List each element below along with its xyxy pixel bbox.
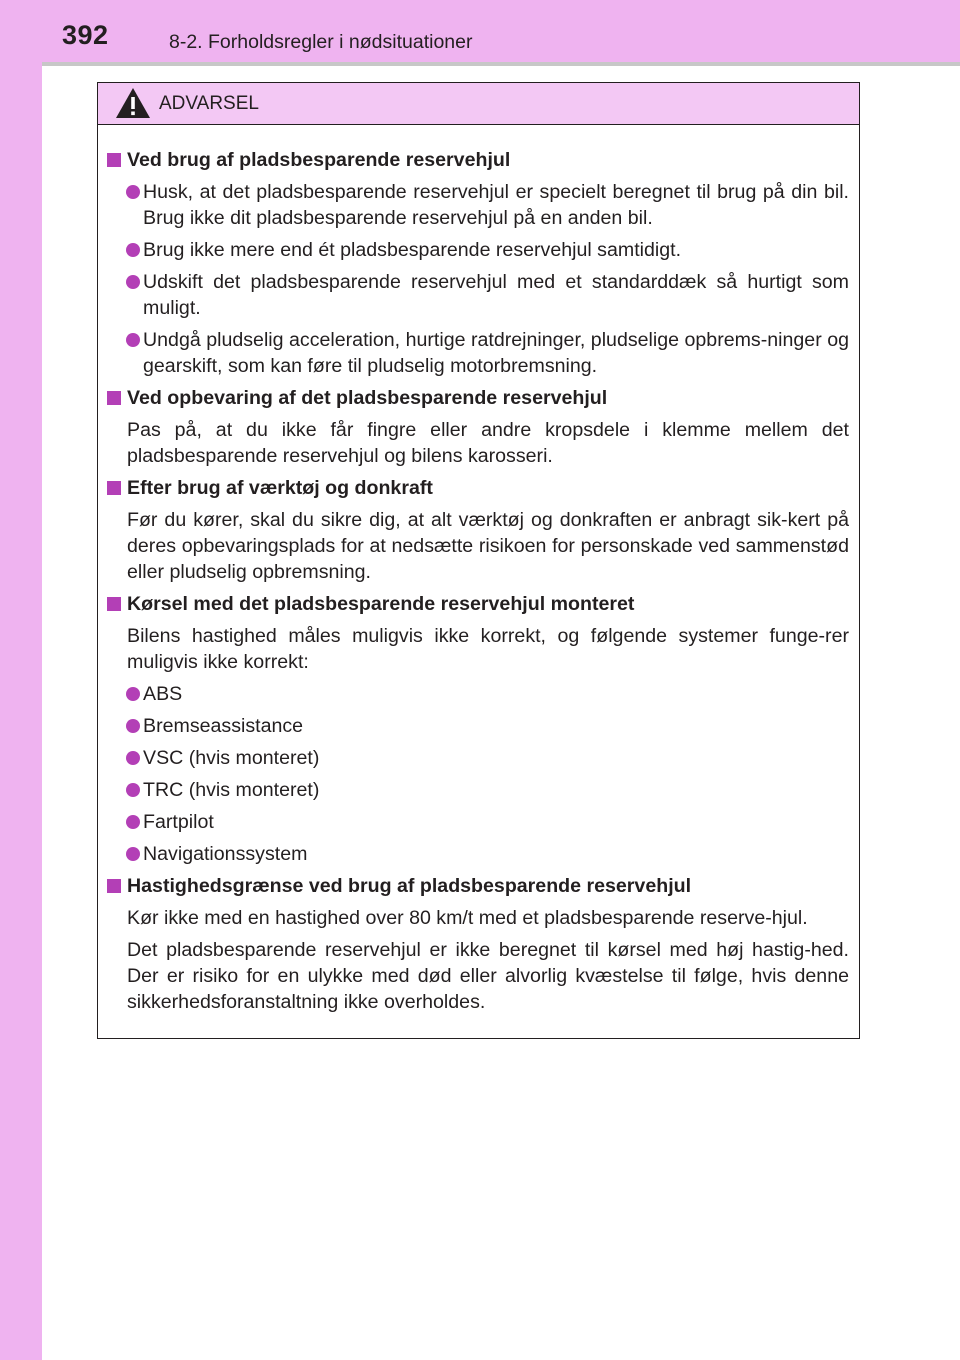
round-bullet-icon [126,687,140,701]
bullet-item: Navigationssystem [107,841,849,867]
warning-triangle-icon [115,87,151,119]
paragraph: Før du kører, skal du sikre dig, at alt værktøj og donkraften er anbragt sik-kert på deres opbevaringsplads for at nedsætte risikoen for personskade ved sammenstød eller pludselig opbremsning. [127,509,849,583]
round-bullet-icon [126,243,140,257]
round-bullet-icon [126,815,140,829]
paragraph: Det pladsbesparende reservehjul er ikke beregnet til kørsel med høj hastig-hed. Der er risiko for en ulykke med død eller alvorlig kvæstelse til følge, hvis denne sikkerhedsforanstaltning ikke overholdes. [127,939,849,1013]
paragraph: Bilens hastighed måles muligvis ikke korrekt, og følgende systemer funge-rer muligvis ikke korrekt: [127,625,849,673]
round-bullet-icon [126,275,140,289]
round-bullet-icon [126,185,140,199]
round-bullet-icon [126,847,140,861]
section-heading: Hastighedsgrænse ved brug af pladsbesparende reservehjul [107,873,849,899]
warning-box [97,82,860,1039]
header-divider [42,62,960,66]
bullet-item: Brug ikke mere end ét pladsbesparende reservehjul samtidigt. [107,237,849,263]
page-number: 392 [62,20,109,50]
bullet-item: VSC (hvis monteret) [107,745,849,771]
section-title: 8-2. Forholdsregler i nødsituationer [169,31,473,53]
square-bullet-icon [107,597,121,611]
square-bullet-icon [107,391,121,405]
bullet-item: ABS [107,681,849,707]
paragraph: Pas på, at du ikke får fingre eller andre kropsdele i klemme mellem det pladsbesparende reservehjul og bilens karosseri. [127,419,849,467]
section-heading: Efter brug af værktøj og donkraft [107,475,849,501]
square-bullet-icon [107,153,121,167]
square-bullet-icon [107,879,121,893]
round-bullet-icon [126,751,140,765]
section-heading: Kørsel med det pladsbesparende reservehjul monteret [107,591,849,617]
bullet-item: Fartpilot [107,809,849,835]
bullet-item: TRC (hvis monteret) [107,777,849,803]
warning-body [98,125,859,1015]
warning-label: ADVARSEL [159,93,259,114]
bullet-item: Husk, at det pladsbesparende reservehjul er specielt beregnet til brug på din bil. Brug ikke dit pladsbesparende reservehjul på en anden bil. [107,179,849,231]
bullet-item: Bremseassistance [107,713,849,739]
square-bullet-icon [107,481,121,495]
round-bullet-icon [126,783,140,797]
round-bullet-icon [126,719,140,733]
paragraph: Kør ikke med en hastighed over 80 km/t med et pladsbesparende reserve-hjul. [127,907,808,929]
round-bullet-icon [126,333,140,347]
section-heading: Ved opbevaring af det pladsbesparende reservehjul [107,385,849,411]
bullet-item: Undgå pludselig acceleration, hurtige ratdrejninger, pludselige opbrems-ninger og gearskift, som kan føre til pludselig motorbremsning. [107,327,849,379]
section-heading: Ved brug af pladsbesparende reservehjul [107,147,849,173]
bullet-item: Udskift det pladsbesparende reservehjul med et standarddæk så hurtigt som muligt. [107,269,849,321]
side-color-strip [0,0,42,1360]
warning-header [98,83,859,125]
